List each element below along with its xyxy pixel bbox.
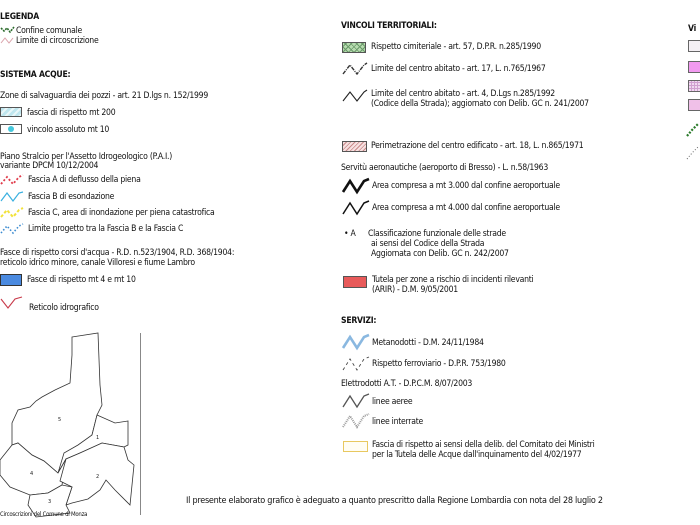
pai-heading-1: Piano Stralcio per l'Assetto Idrogeologico (P.A.I.) (0, 152, 173, 162)
centro-abitato-17-line-icon (342, 62, 368, 76)
pai-item-fascia-b: Fascia B di esondazione (28, 192, 115, 202)
swatch-right-4 (688, 99, 700, 111)
corsi-acqua-item-fasce: Fasce di rispetto mt 4 e mt 10 (27, 275, 136, 285)
pozzi-heading: Zone di salvaguardia dei pozzi - art. 21 D.lgs n. 152/1999 (0, 91, 209, 101)
reticolo-line-icon (0, 296, 24, 310)
right-dotted-line-icon (686, 145, 700, 161)
fascia-line-2: per la Tutela delle Acque dall'inquinamento del 4/02/1977 (372, 450, 582, 460)
legend-item-confine: Confine comunale (16, 26, 82, 36)
pai-item-fascia-c: Fascia C, area di inondazione per piena catastrofica (28, 208, 215, 218)
swatch-fascia-rispetto-acque (343, 441, 368, 452)
corsi-acqua-heading-2: reticolo idrico minore, canale Villoresi e fiume Lambro (0, 258, 195, 268)
district-line-icon (0, 37, 16, 45)
vincoli-item-cimiteriale: Rispetto cimiteriale - art. 57, D.P.R. n.285/1990 (371, 42, 541, 52)
limite-progetto-line-icon (0, 223, 24, 235)
elettrodotti-heading: Elettrodotti A.T. - D.P.C.M. 8/07/2003 (341, 379, 473, 389)
corsi-acqua-item-reticolo: Reticolo idrografico (29, 303, 99, 313)
corsi-acqua-heading-1: Fasce di rispetto corsi d'acqua - R.D. n.523/1904, R.D. 368/1904: (0, 248, 235, 258)
fascia-line-1: Fascia di rispetto ai sensi della delib. del Comitato dei Ministri (372, 440, 595, 450)
svg-text:4: 4 (30, 471, 34, 477)
pozzi-item-vincolo: vincolo assoluto mt 10 (27, 125, 110, 135)
area-3000-line-icon (342, 178, 370, 194)
swatch-vincolo-assoluto (0, 124, 22, 134)
swatch-fascia-rispetto-200 (0, 107, 22, 117)
vincoli-item-centro-abitato-4-line1: Limite del centro abitato - art. 4, D.Lgs n.285/1992 (371, 89, 555, 99)
section-title-vincoli: VINCOLI TERRITORIALI: (341, 21, 437, 31)
svg-text:5: 5 (58, 417, 62, 423)
elettrodotti-item-interrate: linee interrate (372, 417, 423, 427)
servizi-item-ferroviario: Rispetto ferroviario - D.P.R. 753/1980 (372, 359, 506, 369)
section-title-servizi: SERVIZI: (341, 316, 377, 326)
swatch-right-3 (688, 80, 700, 92)
vincoli-item-centro-abitato-17: Limite del centro abitato - art. 17, L. n.765/1967 (371, 64, 546, 74)
svg-text:1: 1 (96, 435, 100, 441)
svg-text:2: 2 (96, 474, 100, 480)
aeronautiche-item-3000: Area compresa a mt 3.000 dal confine aeroportuale (372, 181, 560, 191)
aeronautiche-item-4000: Area compresa a mt 4.000 dal confine aeroportuale (372, 203, 560, 213)
centro-abitato-4-line-icon (342, 89, 368, 103)
vincoli-item-perimetrazione: Perimetrazione del centro edificato - art. 18, L. n.865/1971 (371, 141, 584, 151)
rir-line-1: Tutela per zone a rischio di incidenti rilevanti (372, 275, 534, 285)
strade-marker: • A (344, 229, 356, 239)
elettrodotti-item-aeree: linee aeree (372, 397, 413, 407)
swatch-rir (343, 276, 367, 288)
fascia-c-line-icon (0, 207, 24, 219)
pai-heading-2: variante DPCM 10/12/2004 (0, 161, 99, 171)
strade-line-1: Classificazione funzionale delle strade (368, 229, 506, 239)
boundary-line-icon (0, 26, 16, 34)
inset-map-caption: Circoscrizioni del Comune di Monza (0, 511, 88, 518)
footer-note: Il presente elaborato grafico è adeguato a quanto prescritto dalla Regione Lombardia con nota del 28 luglio 2 (186, 496, 603, 506)
area-4000-line-icon (342, 200, 370, 216)
right-green-line-icon (686, 122, 700, 138)
ferroviario-line-icon (342, 356, 370, 372)
rir-line-2: (ARIR) - D.M. 9/05/2001 (372, 285, 458, 295)
strade-line-2: ai sensi del Codice della Strada (371, 239, 485, 249)
vincoli-item-centro-abitato-4-line2: (Codice della Strada); aggiornato con Delib. GC n. 241/2007 (371, 99, 589, 109)
metanodotti-line-icon (342, 334, 370, 350)
swatch-rispetto-cimiteriale (342, 42, 366, 53)
linee-aeree-line-icon (342, 393, 370, 409)
inset-map-monza-districts (0, 335, 140, 515)
fascia-b-line-icon (0, 191, 24, 203)
aeronautiche-heading: Servitù aeronautiche (aeroporto di Bresso) - L. n.58/1963 (341, 163, 549, 173)
right-column-title: Vi (688, 24, 696, 34)
pai-item-fascia-a: Fascia A di deflusso della piena (28, 175, 141, 185)
swatch-right-1 (688, 40, 700, 52)
legend-title: LEGENDA (0, 12, 39, 22)
swatch-fasce-rispetto (0, 274, 22, 286)
linee-interrate-line-icon (342, 413, 370, 429)
strade-line-3: Aggiornata con Delib. GC n. 242/2007 (371, 249, 509, 259)
divider-line (140, 333, 141, 515)
fascia-a-line-icon (0, 174, 24, 186)
pai-item-limite-progetto: Limite progetto tra la Fascia B e la Fascia C (28, 224, 184, 234)
pozzi-item-fascia: fascia di rispetto mt 200 (27, 108, 116, 118)
swatch-right-2 (688, 61, 700, 73)
svg-text:3: 3 (48, 499, 52, 505)
section-title-sistema-acque: SISTEMA ACQUE: (0, 70, 71, 80)
legend-item-circoscrizione: Limite di circoscrizione (16, 36, 99, 46)
servizi-item-metanodotti: Metanodotti - D.M. 24/11/1984 (372, 338, 484, 348)
swatch-perimetrazione (342, 141, 367, 152)
